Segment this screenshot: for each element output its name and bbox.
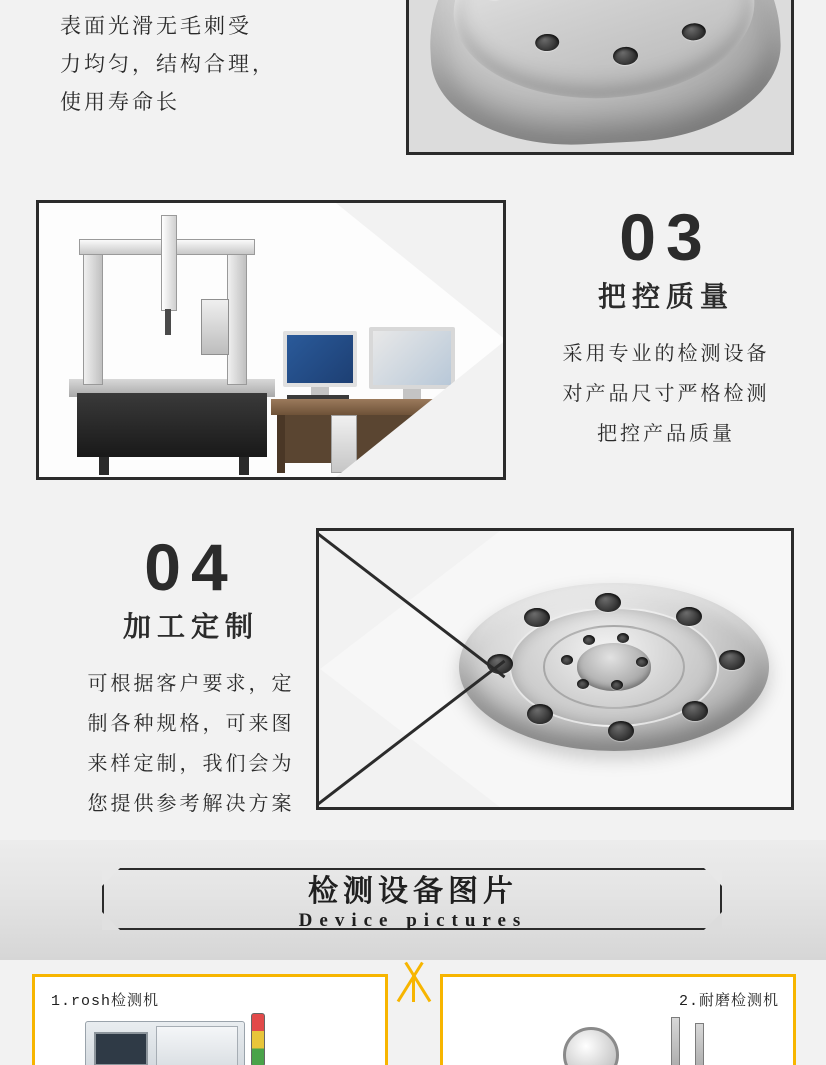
device-grid (0, 960, 826, 1065)
section-03-desc-line-2: 对产品尺寸严格检测 (562, 383, 770, 405)
section-03-text (516, 200, 816, 454)
flange-bolt-hole (719, 650, 745, 670)
section-04-desc-line-1: 可根据客户要求，定 (87, 673, 295, 695)
section-03-photo-frame (36, 200, 506, 480)
device-pictures-banner (0, 840, 826, 960)
banner-title-cn: 检测设备图片 (308, 875, 518, 908)
frame-corner-cut-bottom (331, 339, 506, 480)
device-card-label: 2.耐磨检测机 (678, 993, 779, 1010)
device-card-rosh[interactable] (32, 974, 388, 1065)
frame-corner-cut-top (316, 528, 505, 673)
flange-bolt-hole (682, 701, 708, 721)
section-03-block (0, 160, 826, 500)
frame-diagonal-edge-top (330, 200, 506, 202)
flange-hub-hole (577, 679, 589, 689)
rosh-tester-illustration (85, 1021, 245, 1065)
section-03-title: 把控质量 (597, 281, 734, 312)
frame-corner-cut-bottom (316, 665, 505, 810)
flange-photo-top (423, 0, 786, 152)
wear-tester-arm (671, 1017, 680, 1065)
wear-tester-gauge (563, 1027, 619, 1065)
cmm-controller (201, 299, 229, 355)
cmm-column-right (227, 245, 247, 385)
section-02-desc-line-2: 力均匀，结构合理， (60, 53, 276, 76)
wear-tester-arm (695, 1023, 704, 1065)
section-04-desc-line-2: 制各种规格，可来图 (87, 713, 295, 735)
cmm-base (77, 393, 267, 457)
section-04-desc-line-3: 来样定制，我们会为 (87, 753, 295, 775)
section-03-number: 03 (619, 200, 713, 274)
section-02-desc-line-1: 表面光滑无毛刺受 (60, 15, 252, 38)
flange-bolt-hole (676, 607, 702, 626)
status-tower-lamp (251, 1013, 265, 1065)
flange-hub-hole (636, 657, 648, 667)
cmm-probe (165, 309, 171, 335)
flange-bolt-hole (608, 721, 634, 741)
section-04-desc (26, 664, 356, 824)
device-card-label: 1.rosh检测机 (51, 993, 160, 1010)
cmm-column-left (83, 245, 103, 385)
section-03-desc (516, 334, 816, 454)
flange-bolt-hole (527, 704, 553, 724)
flange-hub-hole (583, 635, 595, 645)
banner-title-en: Device pictures (298, 910, 528, 931)
section-02-desc-line-3: 使用寿命长 (60, 91, 180, 114)
section-04-text (26, 530, 356, 824)
rosh-tester-body (156, 1026, 238, 1065)
cmm-foot (239, 457, 249, 475)
rosh-tester-screen (94, 1032, 148, 1065)
frame-corner-cut-top (331, 200, 506, 341)
section-02-photo-frame (406, 0, 794, 155)
cmm-z-axis (161, 215, 177, 311)
section-03-desc-line-1: 采用专业的检测设备 (562, 343, 770, 365)
section-04-number: 04 (144, 530, 238, 604)
section-02-block (0, 0, 826, 160)
flange-photo-bottom (459, 583, 769, 751)
section-03-desc-line-3: 把控产品质量 (597, 423, 735, 445)
flange-rim (448, 0, 758, 106)
section-04-block (0, 500, 826, 830)
section-04-title: 加工定制 (122, 611, 259, 642)
section-04-photo-frame (316, 528, 794, 810)
frame-diagonal-edge-bottom (330, 478, 506, 480)
section-04-desc-line-4: 您提供参考解决方案 (87, 793, 295, 815)
section-02-text (60, 8, 390, 122)
device-card-wear[interactable] (440, 974, 796, 1065)
cmm-foot (99, 457, 109, 475)
desk-leg (277, 415, 285, 473)
